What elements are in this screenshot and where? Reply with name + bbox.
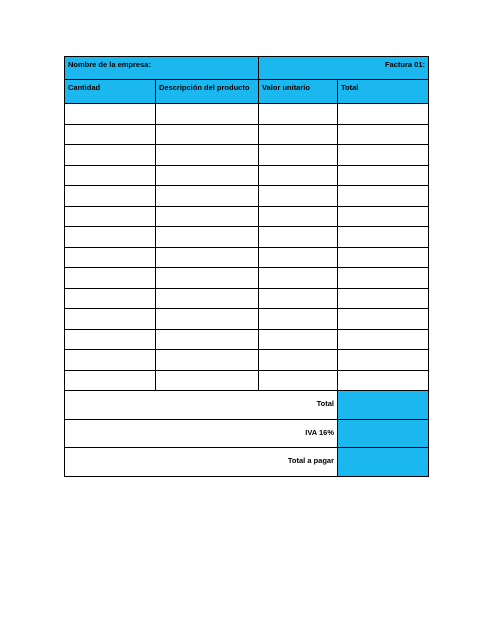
item-row [65,247,429,268]
item-row [65,370,429,391]
cell-total[interactable] [338,268,429,289]
summary-grand-total-row [65,448,429,477]
cell-unit-value[interactable] [259,206,338,227]
cell-description[interactable] [156,186,259,207]
cell-quantity[interactable] [65,247,156,268]
cell-total[interactable] [338,309,429,330]
cell-quantity[interactable] [65,329,156,350]
cell-description[interactable] [156,309,259,330]
summary-iva-label: IVA 16% [65,419,338,448]
cell-unit-value[interactable] [259,227,338,248]
cell-description[interactable] [156,145,259,166]
item-row [65,350,429,371]
cell-unit-value[interactable] [259,247,338,268]
cell-total[interactable] [338,247,429,268]
cell-total[interactable] [338,329,429,350]
cell-unit-value[interactable] [259,329,338,350]
cell-quantity[interactable] [65,227,156,248]
item-row [65,206,429,227]
cell-unit-value[interactable] [259,309,338,330]
company-name-label: Nombre de la empresa: [65,57,259,80]
item-row [65,268,429,289]
cell-description[interactable] [156,350,259,371]
cell-quantity[interactable] [65,268,156,289]
summary-grand-total-value[interactable] [338,448,429,477]
cell-description[interactable] [156,165,259,186]
cell-unit-value[interactable] [259,186,338,207]
summary-iva-value[interactable] [338,419,429,448]
cell-quantity[interactable] [65,206,156,227]
cell-quantity[interactable] [65,370,156,391]
summary-total-value[interactable] [338,391,429,420]
column-header-total: Total [338,80,429,104]
item-row [65,104,429,125]
cell-unit-value[interactable] [259,288,338,309]
cell-total[interactable] [338,124,429,145]
cell-quantity[interactable] [65,145,156,166]
summary-total-label: Total [65,391,338,420]
item-row [65,186,429,207]
column-header-unit-value: Valor unitario [259,80,338,104]
item-row [65,124,429,145]
cell-unit-value[interactable] [259,145,338,166]
item-row [65,227,429,248]
cell-quantity[interactable] [65,350,156,371]
cell-unit-value[interactable] [259,124,338,145]
item-row [65,309,429,330]
invoice-number-label: Factura 01: [259,57,429,80]
item-row [65,165,429,186]
cell-description[interactable] [156,124,259,145]
summary-grand-total-label: Total a pagar [65,448,338,477]
cell-unit-value[interactable] [259,350,338,371]
cell-total[interactable] [338,104,429,125]
cell-description[interactable] [156,288,259,309]
cell-total[interactable] [338,370,429,391]
cell-total[interactable] [338,350,429,371]
cell-total[interactable] [338,206,429,227]
cell-total[interactable] [338,165,429,186]
item-row [65,329,429,350]
cell-quantity[interactable] [65,309,156,330]
item-row [65,145,429,166]
cell-quantity[interactable] [65,165,156,186]
summary-total-row [65,391,429,420]
summary-iva-row [65,419,429,448]
cell-total[interactable] [338,145,429,166]
cell-description[interactable] [156,268,259,289]
cell-total[interactable] [338,227,429,248]
cell-unit-value[interactable] [259,104,338,125]
item-row [65,288,429,309]
cell-unit-value[interactable] [259,370,338,391]
cell-total[interactable] [338,186,429,207]
invoice-table [64,56,429,477]
cell-description[interactable] [156,329,259,350]
cell-unit-value[interactable] [259,165,338,186]
cell-quantity[interactable] [65,288,156,309]
cell-quantity[interactable] [65,186,156,207]
cell-description[interactable] [156,370,259,391]
cell-unit-value[interactable] [259,268,338,289]
cell-description[interactable] [156,104,259,125]
cell-total[interactable] [338,288,429,309]
cell-quantity[interactable] [65,104,156,125]
column-header-quantity: Cantidad [65,80,156,104]
column-header-row [65,80,429,104]
cell-description[interactable] [156,206,259,227]
invoice-header-row [65,57,429,80]
cell-quantity[interactable] [65,124,156,145]
cell-description[interactable] [156,247,259,268]
column-header-description: Descripción del producto [156,80,259,104]
cell-description[interactable] [156,227,259,248]
